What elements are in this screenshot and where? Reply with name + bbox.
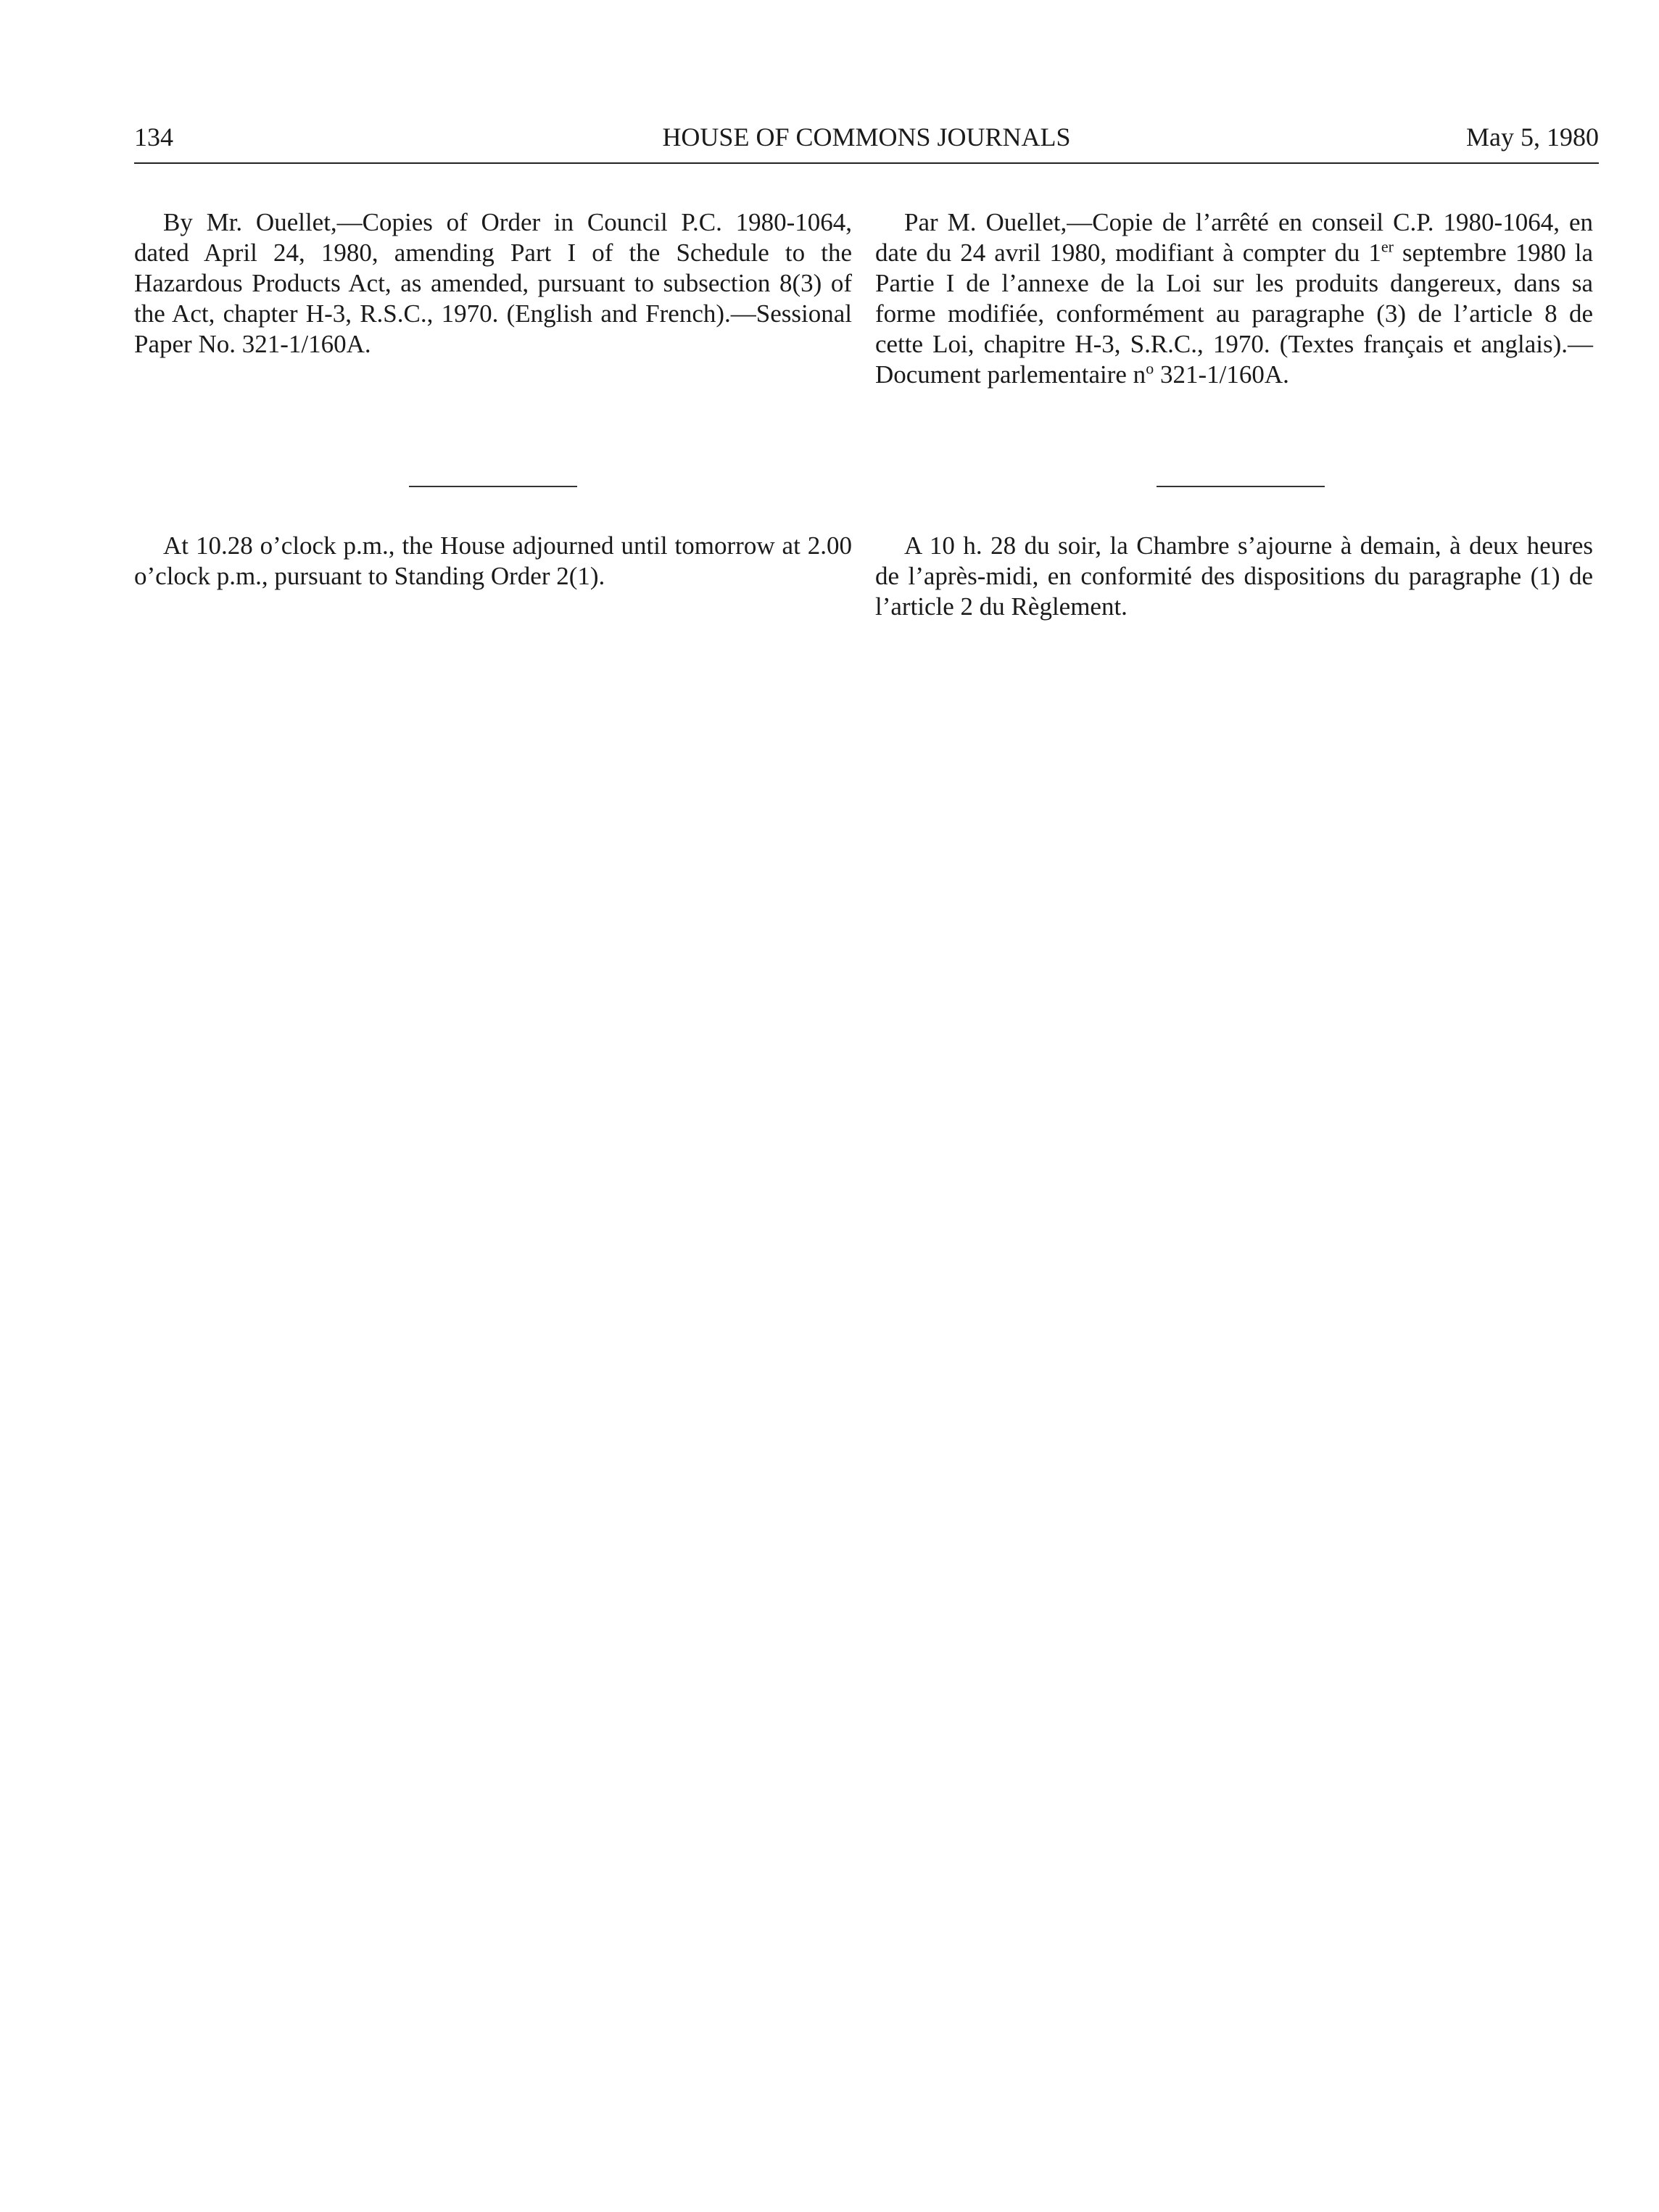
french-numero-superscript: o — [1146, 359, 1154, 378]
french-paragraph-text-b: septembre 1980 la Partie I de l’annexe de la Loi sur les produits dangereux, dans sa forme modifiée, conformément au paragraphe (3) de l’article 8 de cette Loi, chapitre H-3, S.R.C., 1970. (Textes français et anglais).—Document parlementaire n — [875, 239, 1593, 389]
french-paragraph-adjournment: A 10 h. 28 du soir, la Chambre s’ajourne à demain, à deux heures de l’après-midi, en conformité des dispositions du paragraphe (1) de l’article 2 du Règlement. — [875, 531, 1593, 621]
journal-title: HOUSE OF COMMONS JOURNALS — [662, 123, 1071, 152]
english-paragraph-adjournment: At 10.28 o’clock p.m., the House adjourned until tomorrow at 2.00 o’clock p.m., pursuant to Standing Order 2(1). — [134, 531, 852, 590]
french-paragraph-text-a: Par M. Ouellet,—Copie de l’arrêté en conseil C.P. 1980-1064, en date du 24 avril 1980, modifiant à compter du 1 — [875, 208, 1593, 267]
french-paragraph-text-c: 321-1/160A. — [1154, 360, 1289, 389]
english-paragraph-sessional-paper: By Mr. Ouellet,—Copies of Order in Council P.C. 1980-1064, dated April 24, 1980, amending Part I of the Schedule to the Hazardous Products Act, as amended, pursuant to subsection 8(3) of the Act, chapter H-3, R.S.C., 1970. (English and French).—Sessional Paper No. 321-1/160A. — [134, 208, 852, 358]
page-number: 134 — [134, 123, 173, 152]
journal-date: May 5, 1980 — [1466, 123, 1599, 152]
french-separator-rule — [1157, 486, 1325, 487]
english-separator-rule — [409, 486, 577, 487]
french-paragraph-sessional-paper — [875, 207, 1593, 390]
french-ordinal-superscript: er — [1381, 237, 1394, 256]
running-header — [134, 122, 1599, 165]
header-rule — [134, 162, 1599, 164]
